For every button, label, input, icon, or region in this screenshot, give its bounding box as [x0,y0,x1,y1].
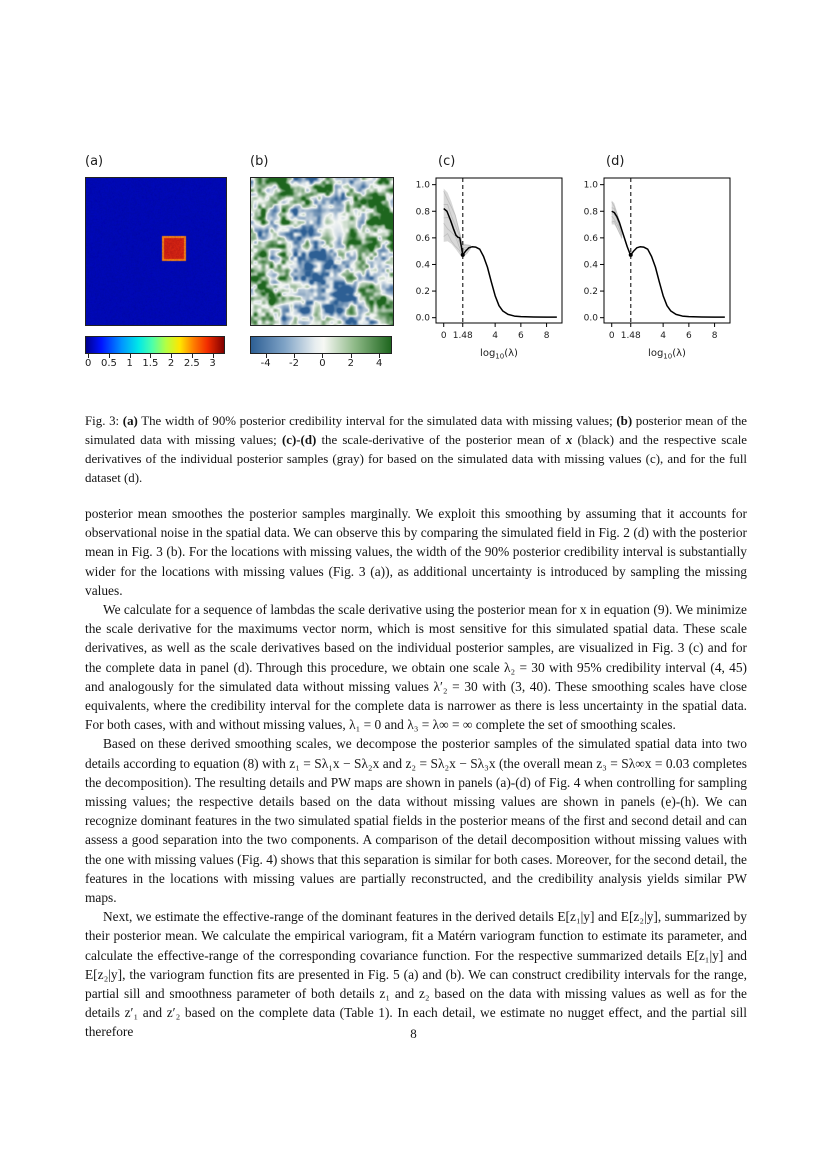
plot-box [604,178,730,323]
colorbar-tick-label: 0 [85,358,92,369]
y-tick-label: 0.0 [415,313,430,324]
x-axis-label: $\log_{10}(\lambda)$ [480,348,518,361]
colorbar-tick-label: 0 [319,358,326,369]
figure-caption [85,412,747,488]
y-tick-label: 0.6 [583,233,598,244]
panel-d-label: (d) [606,154,625,169]
x-tick-label: 0 [440,331,447,341]
colorbar-tick-label: 3 [209,358,216,369]
y-tick-label: 1.0 [583,180,598,191]
colorbar-ticks [250,354,392,372]
colorbar-tick-label: 4 [376,358,383,369]
colorbar-tick-label: 0.5 [100,358,117,369]
colorbar-tick-label: -4 [260,358,271,369]
plot-box [436,178,562,323]
panel-a-colorbar [85,336,225,372]
y-tick-label: 0.2 [583,287,598,298]
body-text [85,504,747,1042]
y-tick-label: 0.4 [415,260,430,271]
panel-b-colorbar [250,336,392,372]
caption-segment: (a) [122,414,138,428]
caption-segment: x [565,433,573,447]
x-tick-label: 4 [660,331,667,341]
x-tick-label: 6 [685,331,692,341]
page-number: 8 [410,1026,417,1041]
paragraph: We calculate for a sequence of lambdas the scale derivative using the posterior mean for x in equation (9). We minimize the scale derivative for the maximums vector norm, which is most sensitive for this simulated spatial data. These scale derivatives, as well as the scale derivatives based on the individual posterior samples, are visualized in Fig. 3 (c) and for the complete data in panel (d). Through this procedure, we obtain one scale λ₂ = 30 with 95% credibility interval (4, 45) and analogously for the simulated data without missing values λ′₂ = 30 with (3, 40). These smoothing scales have close equivalents, where the credibility interval for the complete data is narrower as there is less uncertainty in the spatial data. For both cases, with and without missing values, λ₁ = 0 and λ₃ = λ∞ = ∞ complete the set of smoothing scales. [85,602,747,733]
x-tick-label: 8 [711,331,718,341]
y-tick-label: 0.2 [415,287,430,298]
caption-segment: Fig. 3: [85,414,123,428]
minimum-point [461,253,465,257]
x-tick-label: 4 [492,331,499,341]
colorbar-gradient [250,336,392,354]
x-tick-label: 0 [608,331,615,341]
paragraph: Next, we estimate the effective-range of the dominant features in the derived details E[z₁|y] and E[z₂|y], summarized by their posterior mean. We calculate the empirical variogram, fit a Matérn variogram function to estimate its parameter, and calculate the effective-range of the corresponding covariance function. For the respective summarized details E[z₁|y] and E[z₂|y], the variogram function fits are presented in Fig. 5 (a) and (b). We can construct credibility intervals for the range, partial sill and smoothness parameter of both details z₁ and z₂ based on the data with missing values as well as for the details z′₁ and z′₂ based on the complete data (Table 1). In each detail, we estimate no nugget effect, and the partial sill therefore [85,909,747,1040]
colorbar-gradient [85,336,225,354]
y-tick-label: 0.6 [415,233,430,244]
colorbar-tick-label: 2 [347,358,354,369]
caption-segment: (black) and the respective scale derivatives of the individual posterior samples (gray) for based on the simulated data with missing values (c), and for the full dataset (d). [85,433,747,485]
colorbar-tick-label: -2 [289,358,300,369]
panel-a-label: (a) [85,154,104,169]
panel-a-heatmap [85,177,227,326]
minimum-point [629,253,633,257]
y-tick-label: 0.8 [415,207,430,218]
panel-d-scale-derivative-chart [580,152,745,367]
x-axis-label: $\log_{10}(\lambda)$ [648,348,686,361]
caption-segment: The width of 90% posterior credibility interval for the simulated data with missing values; [137,414,617,428]
y-tick-label: 0.4 [583,260,598,271]
scale-derivative-curve [444,209,557,318]
y-tick-label: 1.0 [415,180,430,191]
colorbar-ticks [85,354,225,372]
colorbar-tick-label: 1.5 [142,358,159,369]
colorbar-tick-label: 2 [167,358,175,369]
panel-c-label: (c) [438,154,456,169]
caption-segment: the scale-derivative of the posterior mean of [316,433,566,447]
panel-b-label: (b) [250,154,269,169]
colorbar-tick-label: 1 [126,358,133,369]
y-tick-label: 0.8 [583,207,598,218]
caption-segment: (b) [616,414,633,428]
x-tick-label: 8 [543,331,550,341]
paragraph: Based on these derived smoothing scales, we decompose the posterior samples of the simulated spatial data into two details according to equation (8) with z₁ = Sλ₁x − Sλ₂x and z₂ = Sλ₂x − Sλ₃x (the overall mean z₃ = Sλ∞x = 0.03 completes the decomposition). The resulting details and PW maps are shown in panels (a)-(d) of Fig. 4 when controlling for sampling missing values; the respective details based on the data without missing values are shown in panels (e)-(h). We can recognize dominant features in the two simulated spatial fields in the posterior means of the first and second detail and can assess a good separation into the two components. A comparison of the detail decomposition without missing values with the one with missing values (Fig. 4) shows that this separation is similar for both cases. Moreover, for the second detail, the features in the locations with missing values are partially reconstructed, and the credibility analysis yields similar PW maps. [85,736,747,906]
panel-c-scale-derivative-chart [412,152,577,367]
x-tick-label: 6 [517,331,524,341]
scale-derivative-curve [612,211,725,317]
caption-segment: (c)-(d) [281,433,317,447]
paragraph: posterior mean smoothes the posterior samples marginally. We exploit this smoothing by assuming that it accounts for observational noise in the spatial data. We can observe this by comparing the simulated field in Fig. 2 (d) with the posterior mean in Fig. 3 (b). For the locations with missing values, the width of the 90% posterior credibility interval is substantially wider for the locations with missing values (Fig. 3 (a)), as additional uncertainty is introduced by sampling the missing values. [85,506,747,598]
panel-b-posterior-mean-map [250,177,394,326]
colorbar-tick-label: 2.5 [183,358,200,369]
x-tick-label: 1.48 [620,331,641,341]
y-tick-label: 0.0 [583,313,598,324]
x-tick-label: 1.48 [452,331,473,341]
caption-segment: posterior mean of the simulated data with missing values; [85,414,747,447]
